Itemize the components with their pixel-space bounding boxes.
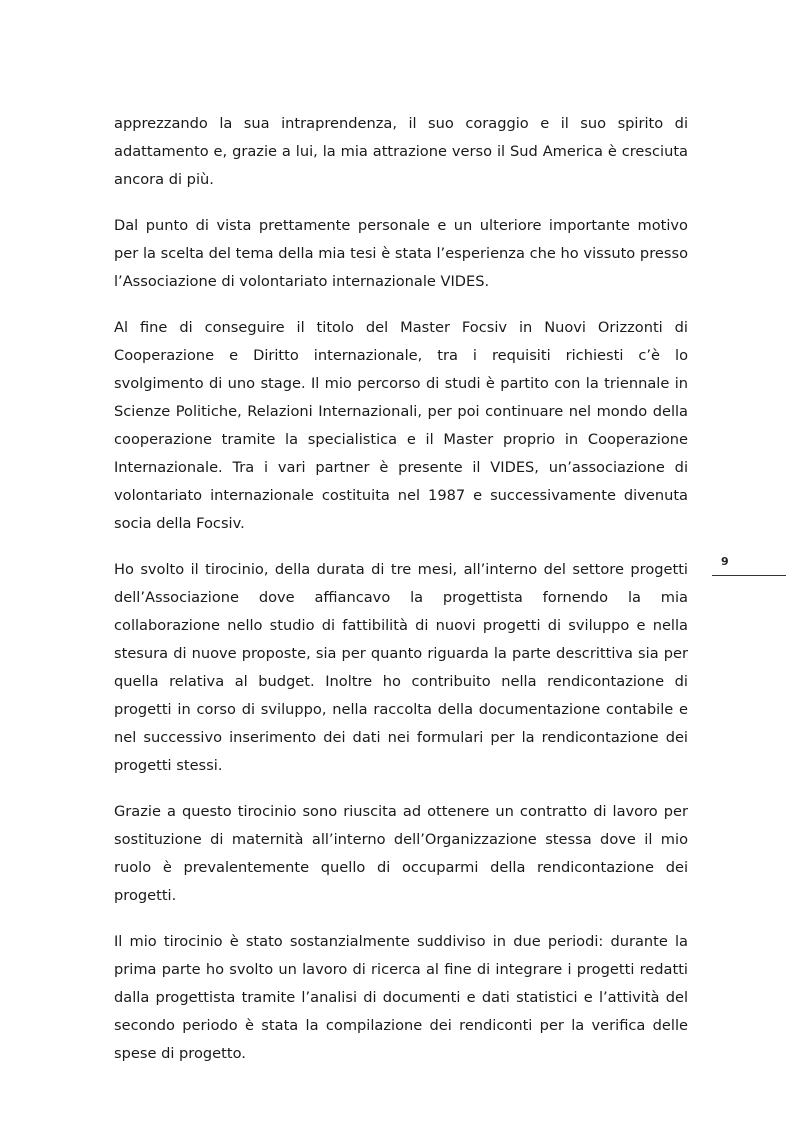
paragraph-4: Ho svolto il tirocinio, della durata di tre mesi, all’interno del settore progetti dell’Associazione dove affiancavo la progettista fornendo la mia collaborazione nello studio di fattibilità di nuovi progetti di sviluppo e nella stesura di nuove proposte, sia per quanto riguarda la parte descrittiva sia per quella relativa al budget. Inoltre ho contribuito nella rendicontazione di progetti in corso di sviluppo, nella raccolta della documentazione contabile e nel successivo inserimento dei dati nei formulari per la rendicontazione dei progetti stessi. — [114, 561, 688, 774]
paragraph-2: Dal punto di vista prettamente personale e un ulteriore importante motivo per la scelta del tema della mia tesi è stata l’esperienza che ho vissuto presso l’Associazione di volontariato internazionale VIDES. — [114, 217, 688, 290]
page-number-rule — [712, 575, 786, 576]
body-text — [114, 110, 688, 1086]
paragraph-1: apprezzando la sua intraprendenza, il suo coraggio e il suo spirito di adattamento e, grazie a lui, la mia attrazione verso il Sud America è cresciuta ancora di più. — [114, 115, 688, 188]
paragraph-5: Grazie a questo tirocinio sono riuscita ad ottenere un contratto di lavoro per sostituzione di maternità all’interno dell’Organizzazione stessa dove il mio ruolo è prevalentemente quello di occuparmi della rendicontazione dei progetti. — [114, 803, 688, 904]
paragraph-6: Il mio tirocinio è stato sostanzialmente suddiviso in due periodi: durante la prima parte ho svolto un lavoro di ricerca al fine di integrare i progetti redatti dalla progettista tramite l’analisi di documenti e dati statistici e l’attività del secondo periodo è stata la compilazione dei rendiconti per la verifica delle spese di progetto. — [114, 933, 688, 1062]
page-number: 9 — [721, 555, 729, 568]
paragraph-3: Al fine di conseguire il titolo del Master Focsiv in Nuovi Orizzonti di Cooperazione e Diritto internazionale, tra i requisiti richiesti c’è lo svolgimento di uno stage. Il mio percorso di studi è partito con la triennale in Scienze Politiche, Relazioni Internazionali, per poi continuare nel mondo della cooperazione tramite la specialistica e il Master proprio in Cooperazione Internazionale. Tra i vari partner è presente il VIDES, un’associazione di volontariato internazionale costituita nel 1987 e successivamente divenuta socia della Focsiv. — [114, 319, 688, 532]
